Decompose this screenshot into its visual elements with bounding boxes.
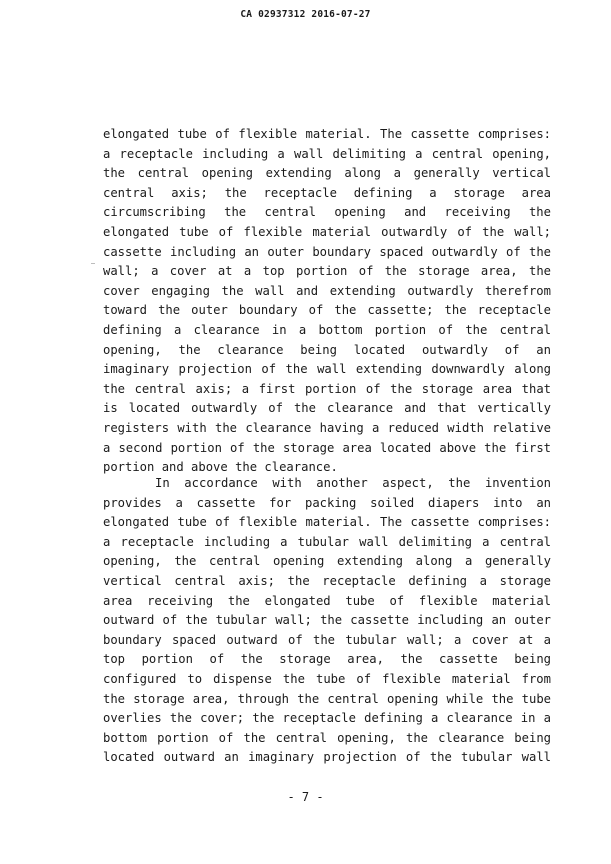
page-number: - 7 - [287,790,324,804]
text-line: outward of the tubular wall; the cassette including an outer [103,613,551,628]
text-line: defining a clearance in a bottom portion of the central [103,322,551,337]
text-line: boundary spaced outward of the tubular wall; a cover at a [103,632,551,647]
text-line: central axis; the receptacle defining a storage area [103,185,551,200]
text-line: a receptacle including a wall delimiting a central opening, [103,146,551,161]
document-header: CA 02937312 2016-07-27 [240,9,371,20]
margin-mark [91,263,95,264]
text-line: In accordance with another aspect, the invention [155,476,551,490]
text-line: top portion of the storage area, the cassette being [103,652,551,667]
text-line: circumscribing the central opening and receiving the [103,205,551,220]
text-line: wall; a cover at a top portion of the storage area, the [103,264,551,279]
paragraph-1 [103,125,551,478]
text-line: overlies the cover; the receptacle defining a clearance in a [103,711,551,726]
text-line: a second portion of the storage area located above the first [103,440,551,455]
text-line: opening, the clearance being located outwardly of an [103,342,551,357]
text-line: a receptacle including a tubular wall delimiting a central [103,534,551,549]
paragraph-2 [103,474,551,768]
text-line: portion and above the clearance. [103,460,338,475]
text-line: cassette including an outer boundary spaced outwardly of the [103,244,551,259]
text-line: registers with the clearance having a reduced width relative [103,420,551,435]
text-line: is located outwardly of the clearance and that vertically [103,401,551,416]
text-line: the storage area, through the central opening while the tube [103,691,551,706]
text-line: the central axis; a first portion of the storage area that [103,381,551,396]
text-line: cover engaging the wall and extending outwardly therefrom [103,283,551,298]
text-line: elongated tube of flexible material outwardly of the wall; [103,224,551,239]
text-line: elongated tube of flexible material. The cassette comprises: [103,127,551,141]
text-line: provides a cassette for packing soiled diapers into an [103,495,551,510]
text-line: configured to dispense the tube of flexible material from [103,671,551,686]
text-line: imaginary projection of the wall extending downwardly along [103,362,551,377]
text-line: located outward an imaginary projection of the tubular wall [103,750,551,765]
text-line: the central opening extending along a generally vertical [103,166,551,181]
text-line: vertical central axis; the receptacle defining a storage [103,573,551,588]
text-line: opening, the central opening extending along a generally [103,554,551,569]
text-line: toward the outer boundary of the cassette; the receptacle [103,303,551,318]
text-line: area receiving the elongated tube of flexible material [103,593,551,608]
text-line: elongated tube of flexible material. The cassette comprises: [103,515,551,530]
text-line: bottom portion of the central opening, the clearance being [103,730,551,745]
